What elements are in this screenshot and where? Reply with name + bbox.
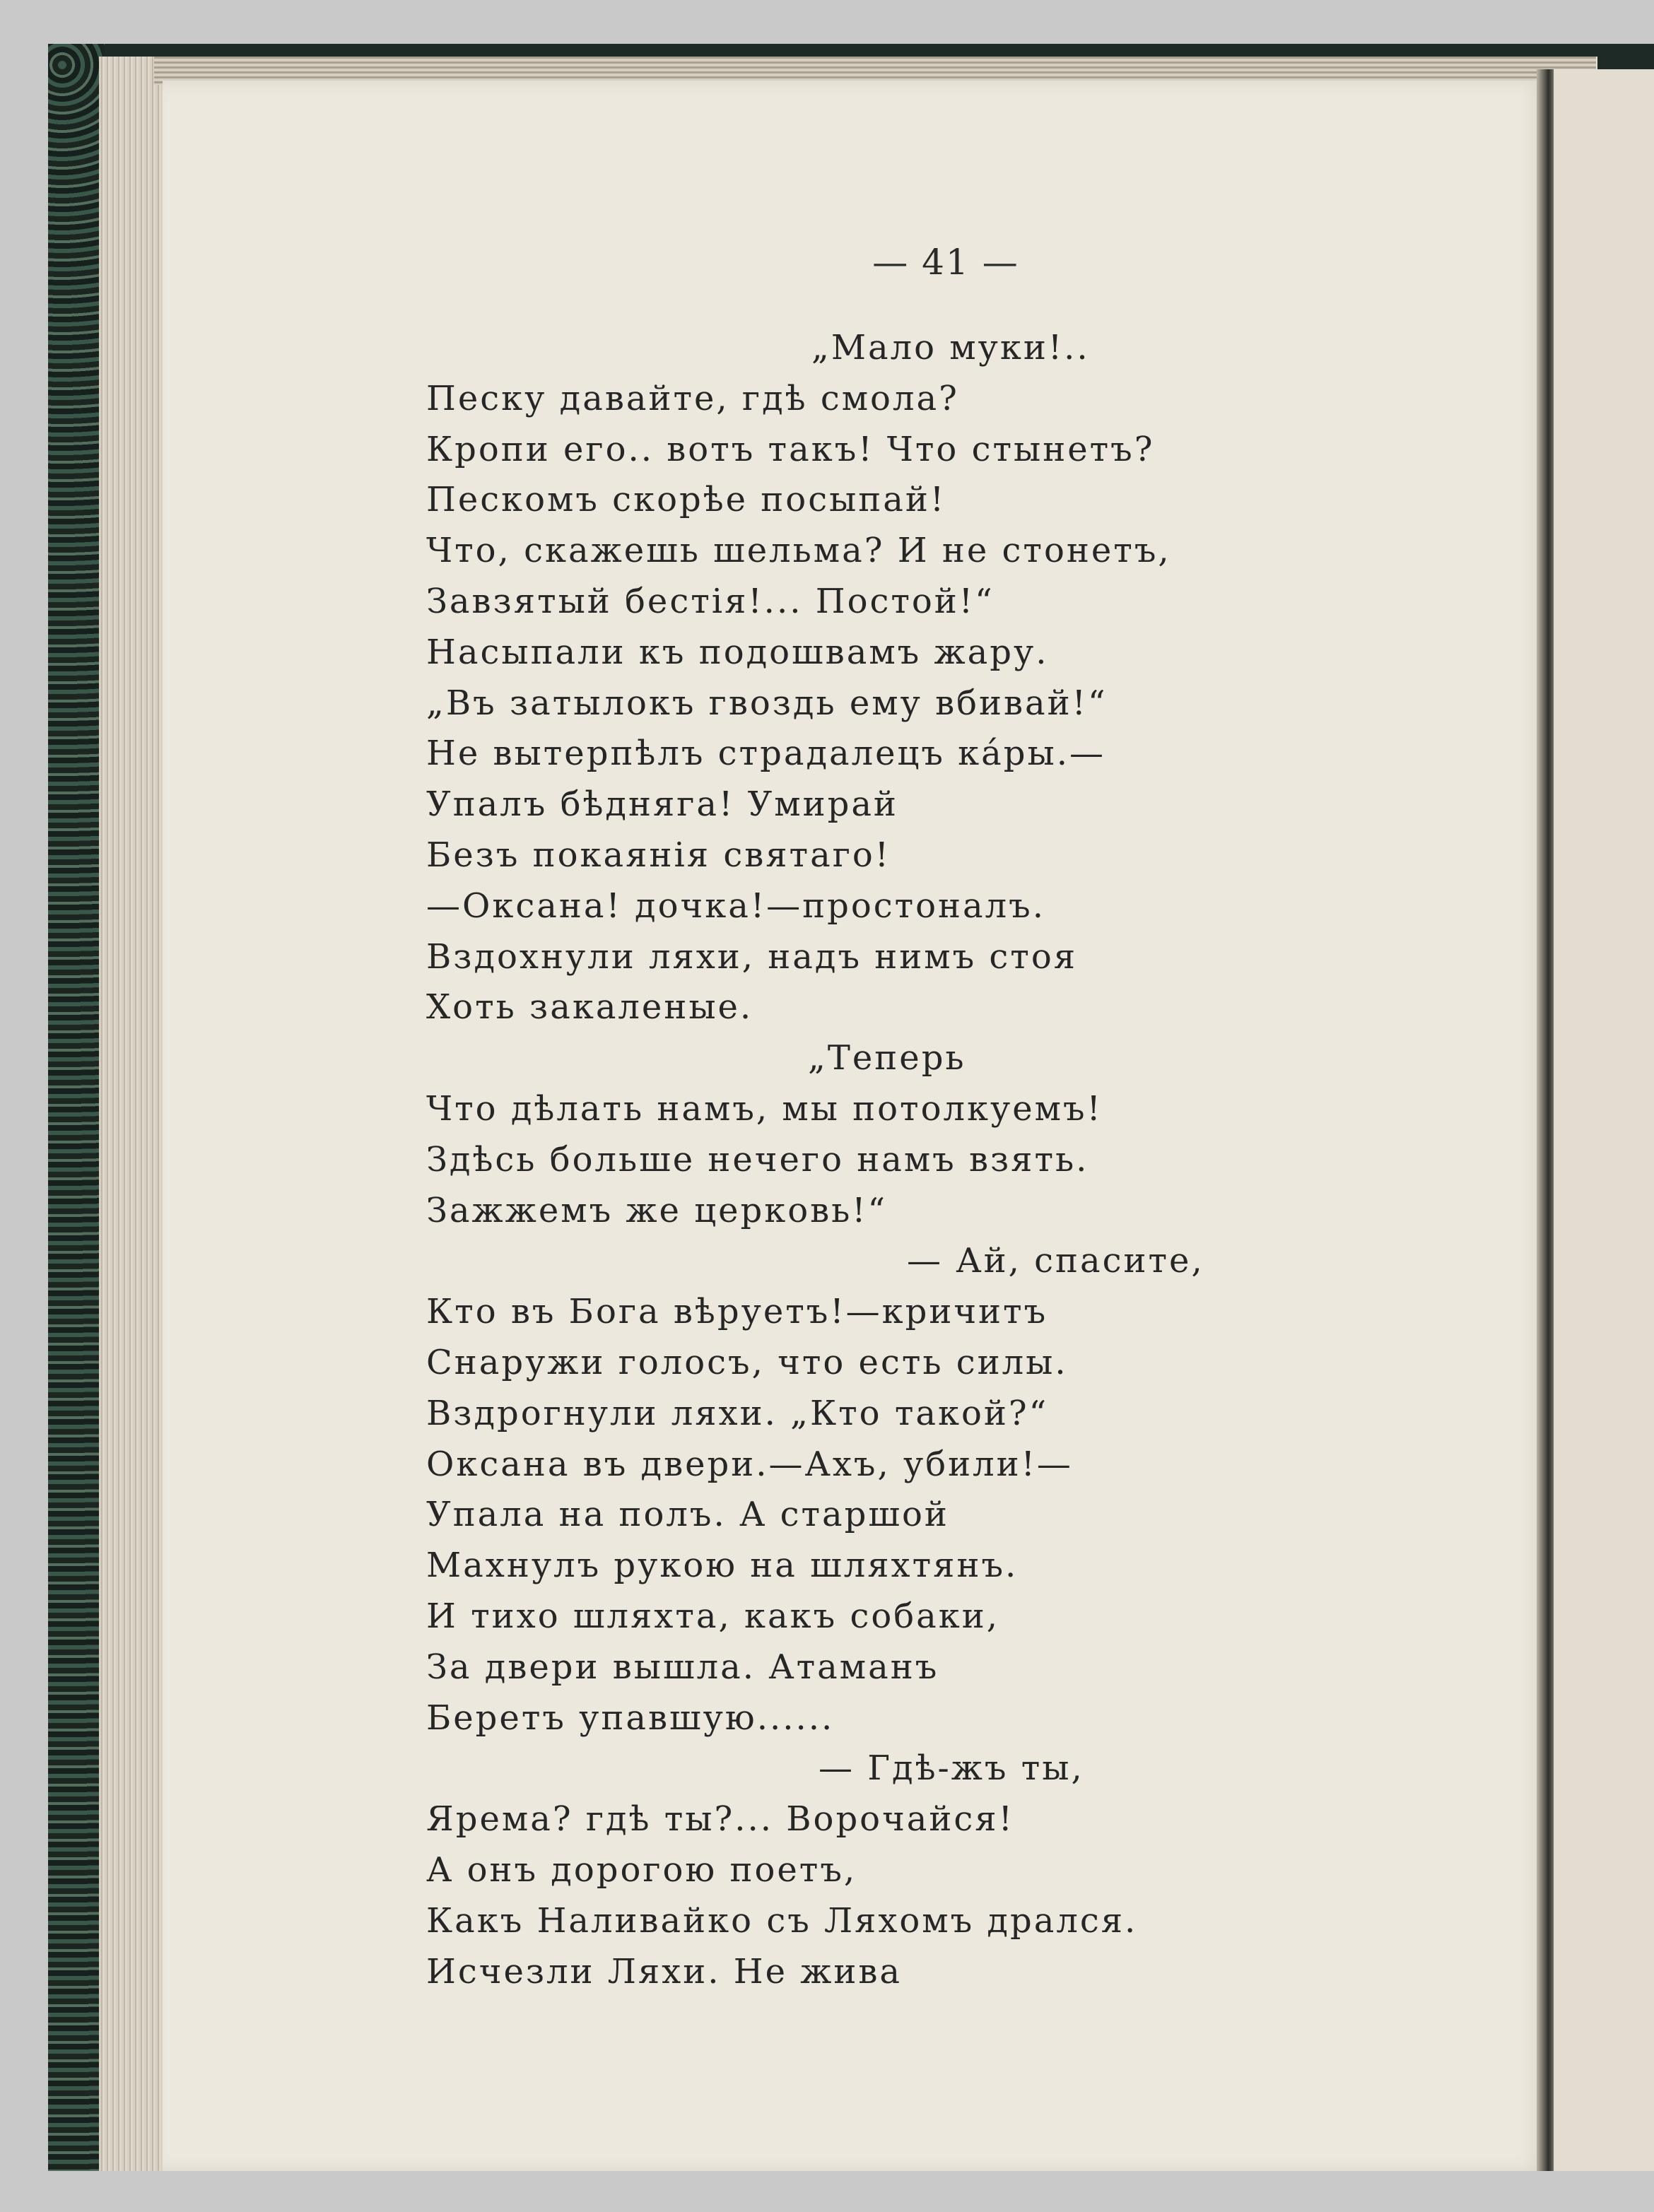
poem-line: Кто въ Бога вѣруетъ!—кричитъ <box>426 1292 1048 1332</box>
poem-line: Снаружи голосъ, что есть силы. <box>426 1342 1068 1382</box>
poem-line: Ярема? гдѣ ты?... Ворочайся! <box>426 1799 1014 1840</box>
poem-line: „Въ затылокъ гвоздь ему вбивай!“ <box>426 683 1108 723</box>
poem-line: — Ай, спасите, <box>907 1241 1204 1281</box>
poem-line: И тихо шляхта, какъ собаки, <box>426 1596 1000 1636</box>
poem-line: Хоть закаленые. <box>426 987 753 1028</box>
poem-line: Упалъ бѣдняга! Умирай <box>426 784 898 825</box>
poem-line: Завзятый бестія!... Постой!“ <box>426 581 995 621</box>
poem-line: Вздохнули ляхи, надъ нимъ стоя <box>426 936 1077 977</box>
poem-line: — Гдѣ-жъ ты, <box>819 1748 1084 1789</box>
book-cover-binding <box>48 44 105 2171</box>
poem-line: А онъ дорогою поетъ, <box>426 1849 857 1890</box>
poem-line: Кропи его.. вотъ такъ! Что стынетъ? <box>426 429 1155 469</box>
poem-text <box>426 323 1274 1997</box>
poem-line: Махнулъ рукою на шляхтянъ. <box>426 1546 1019 1586</box>
poem-line: Не вытерпѣлъ страдалецъ кáры.— <box>426 734 1105 774</box>
poem-line: Какъ Наливайко съ Ляхомъ дрался. <box>426 1900 1138 1941</box>
poem-line: Зажжемъ же церковь!“ <box>426 1190 888 1230</box>
poem-line: Песку давайте, гдѣ смола? <box>426 378 959 418</box>
poem-line: Что, скажешь шельма? И не стонетъ, <box>426 531 1171 571</box>
page-stack-edges <box>99 57 163 2171</box>
page-number: — 41 — <box>872 242 1019 283</box>
poem-line: Пескомъ скорѣе посыпай! <box>426 480 946 520</box>
poem-line: Беретъ упавшую...... <box>426 1698 835 1738</box>
poem-line: Вздрогнули ляхи. „Кто такой?“ <box>426 1393 1049 1433</box>
facing-page <box>1552 69 1654 2171</box>
poem-line: Здѣсь больше нечего намъ взять. <box>426 1139 1089 1179</box>
poem-line: За двери вышла. Атаманъ <box>426 1647 939 1687</box>
poem-line: —Оксана! дочка!—простоналъ. <box>426 886 1045 926</box>
poem-line: Исчезли Ляхи. Не жива <box>426 1951 903 1992</box>
poem-line: Оксана въ двери.—Ахъ, убили!— <box>426 1444 1073 1484</box>
book-scan <box>48 44 1654 2171</box>
poem-line: „Мало муки!.. <box>811 328 1090 367</box>
poem-line: Что дѣлать намъ, мы потолкуемъ! <box>426 1088 1103 1129</box>
poem-line: Безъ покаянія святаго! <box>426 835 891 875</box>
poem-line: Насыпали къ подошвамъ жару. <box>426 632 1049 672</box>
poem-line: „Теперь <box>808 1038 966 1078</box>
poem-line: Упала на полъ. А старшой <box>426 1495 949 1535</box>
